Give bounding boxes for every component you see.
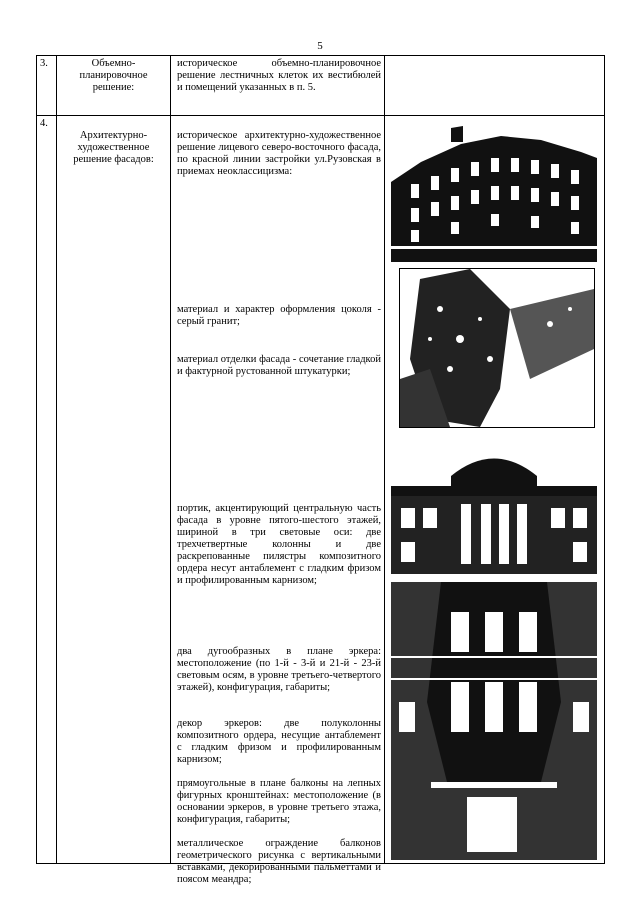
facade-photo bbox=[391, 122, 597, 262]
page-number: 5 bbox=[317, 40, 323, 52]
portico-photo bbox=[391, 446, 597, 574]
row-name: Объемно-планировочное решение: bbox=[79, 58, 148, 93]
row-number: 3. bbox=[40, 58, 48, 69]
description-item: прямоугольные в плане балконы на лепных фигурных кронштейнах: местоположение (в основании эркеров, в уровне третьего этажа, конфигурация, габариты; bbox=[177, 778, 381, 825]
row-description-cell bbox=[171, 56, 385, 116]
description-item: два дугообразных в плане эркера: местоположение (по 1-й - 3-й и 21-й - 23-й световым осям, в уровне третьего-четвертого этажей), конфигурация, габариты; bbox=[177, 646, 381, 693]
description-item: материал отделки фасада - сочетание гладкой и фактурной рустованной штукатурки; bbox=[177, 354, 381, 377]
row-image-cell bbox=[385, 56, 605, 116]
plaster-photo bbox=[399, 268, 595, 428]
row-number: 4. bbox=[40, 118, 48, 129]
heritage-table bbox=[36, 55, 605, 885]
row-number-cell bbox=[37, 116, 57, 864]
description-item: портик, акцентирующий центральную часть фасада в уровне пятого-шестого этажей, шириной в три световые оси: две трехчетвертные колонны и две раскрепованные пилястры композитного ордера несут антаблемент с гладким фризом и профилированным карнизом; bbox=[177, 503, 381, 586]
description-item: материал и характер оформления цоколя - серый гранит; bbox=[177, 304, 381, 327]
row-image-cell bbox=[385, 116, 605, 864]
table-row bbox=[37, 116, 605, 864]
table-row bbox=[37, 56, 605, 116]
row-name-cell bbox=[57, 116, 171, 864]
description-item: металлическое ограждение балконов геометрического рисунка с вертикальными вставками, декорированными пальметтами и поясом меандра; bbox=[177, 838, 381, 885]
description-item: историческое архитектурно-художественное решение лицевого северо-восточного фасада, по красной линии застройки ул.Рузовская в приемах неоклассицизма: bbox=[177, 130, 381, 177]
row-number-cell bbox=[37, 56, 57, 116]
row-description: историческое объемно-планировочное решение лестничных клеток их вестибюлей и помещений указанных в п. 5. bbox=[177, 58, 381, 93]
row-name-cell bbox=[57, 56, 171, 116]
description-item: декор эркеров: две полуколонны композитного ордера, несущие антаблемент с гладким фризом и профилированным карнизом; bbox=[177, 718, 381, 765]
row-name: Архитектурно-художественное решение фасадов: bbox=[73, 130, 154, 165]
bay-window-photo bbox=[391, 582, 597, 860]
row-description-cell bbox=[171, 116, 385, 885]
